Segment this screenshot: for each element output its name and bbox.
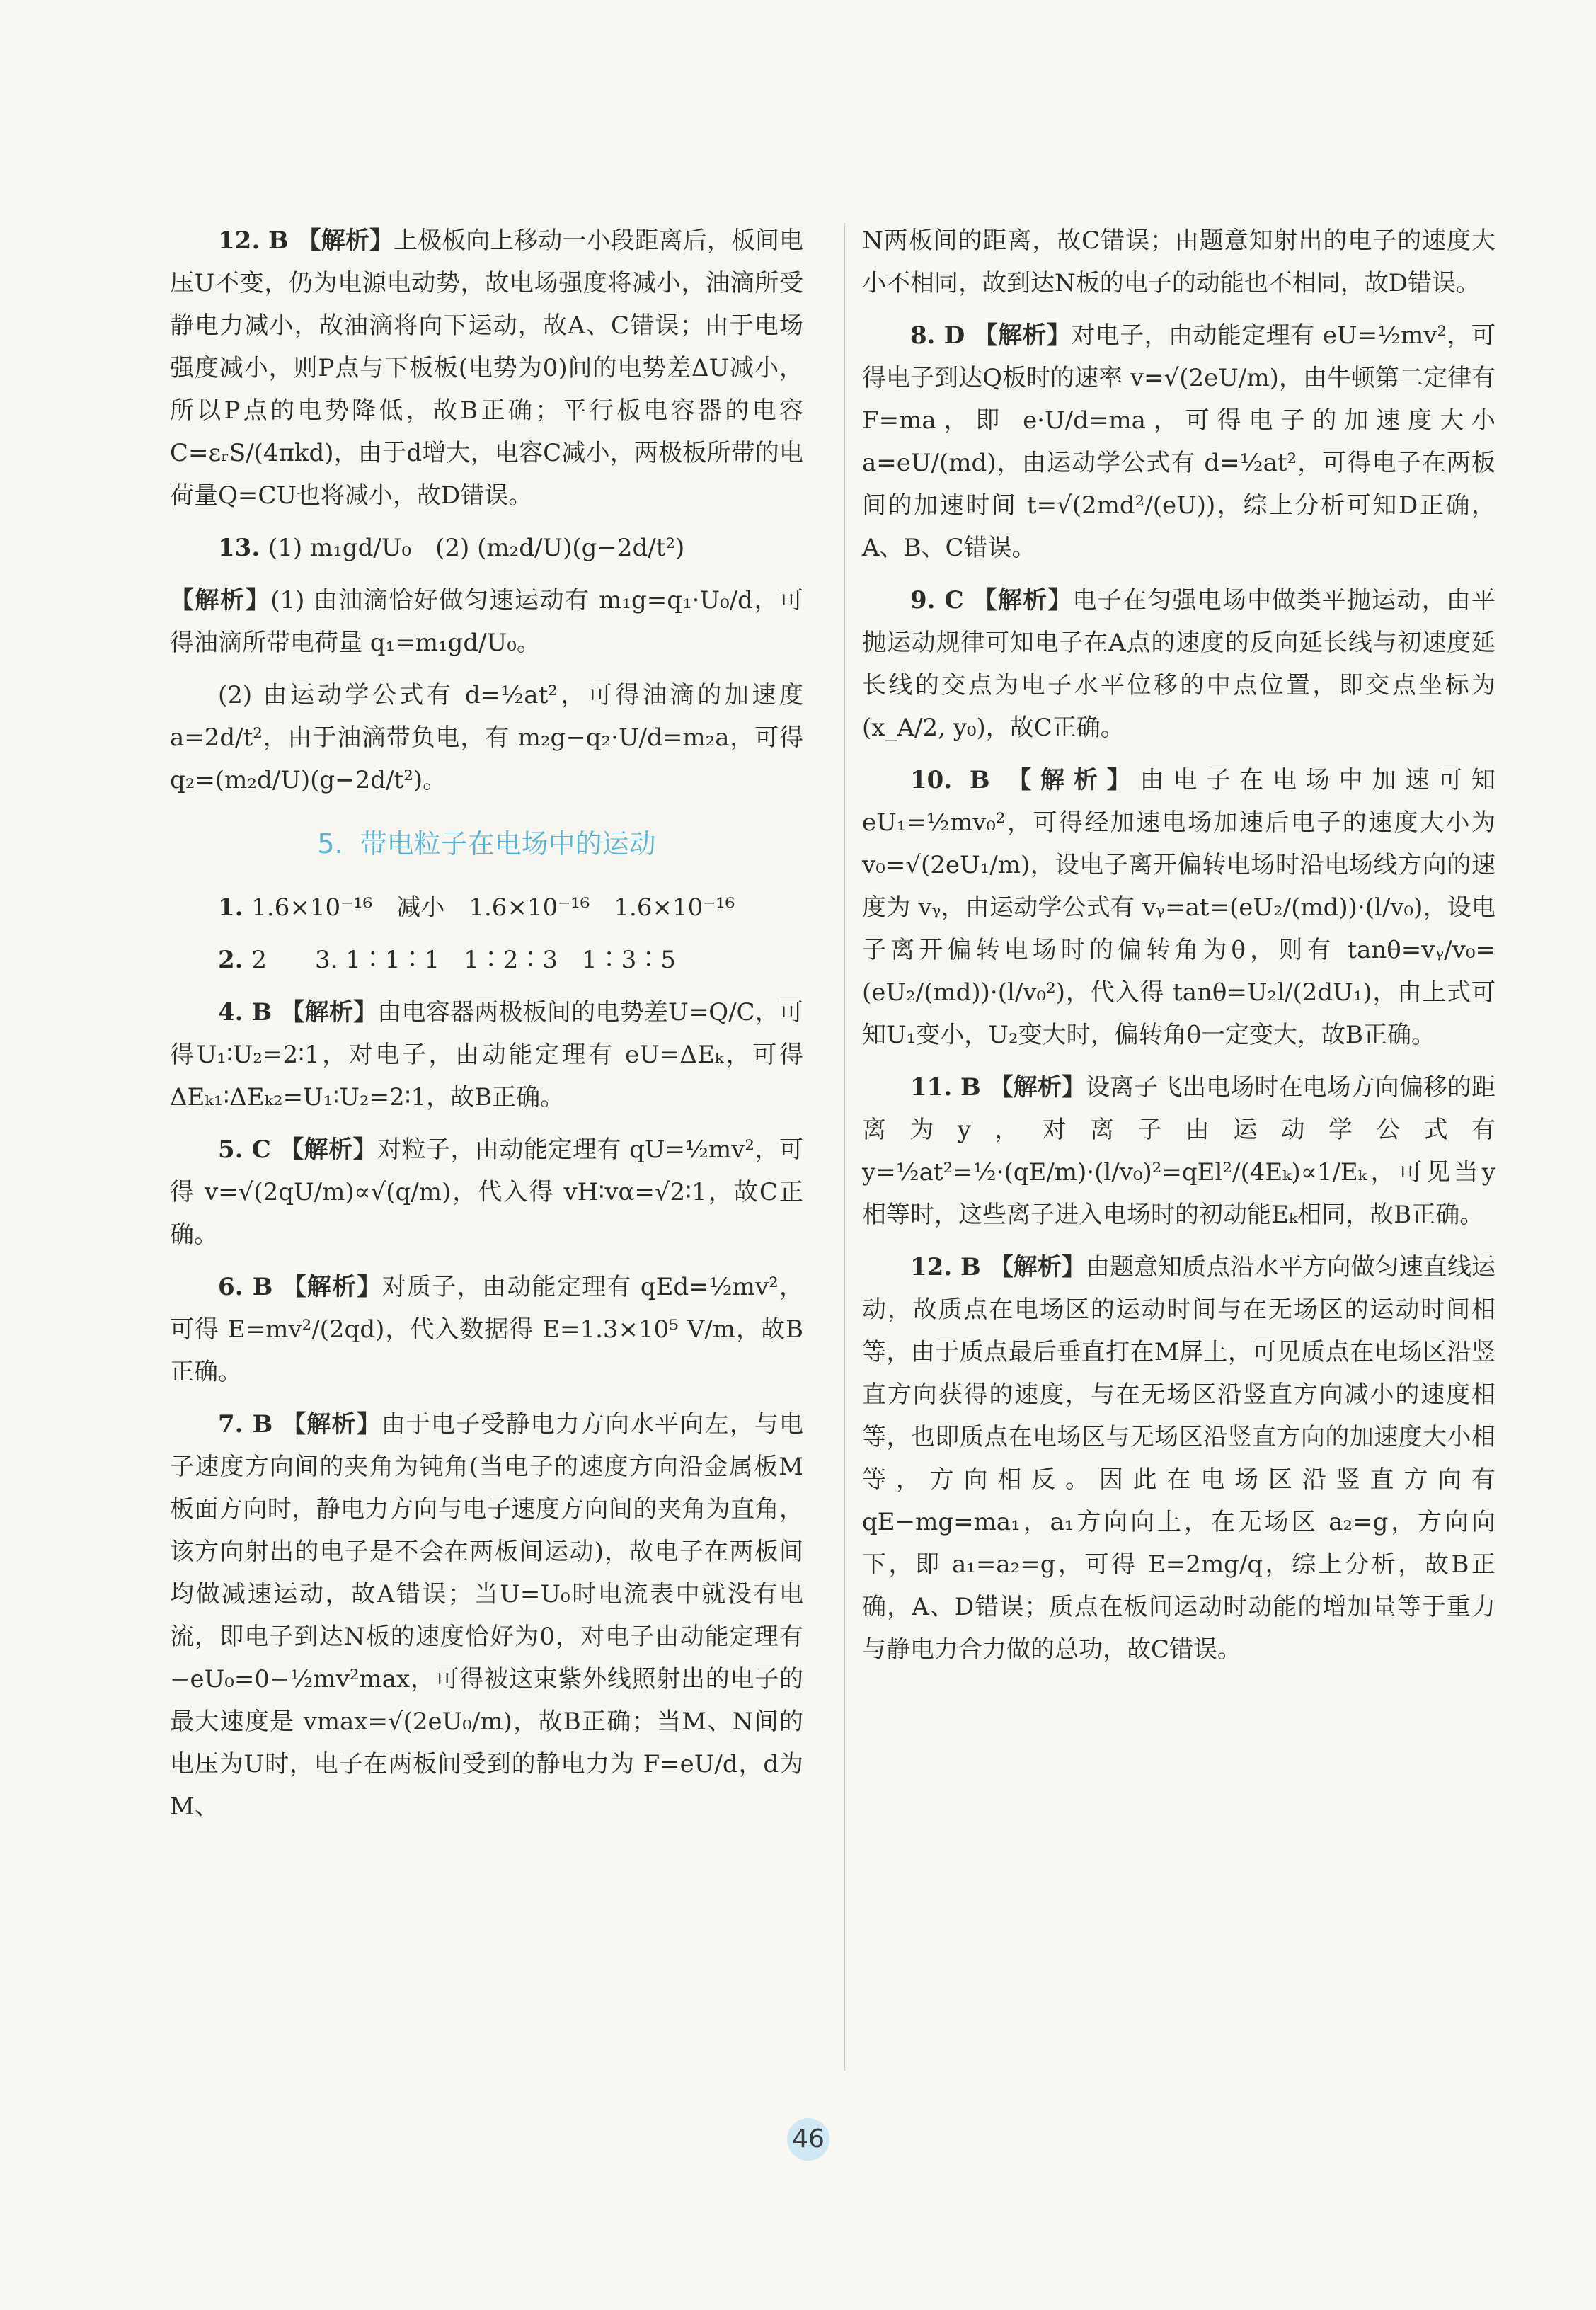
answer-paragraph bbox=[170, 1403, 803, 1828]
column-divider bbox=[844, 223, 845, 2071]
item-number: 7. B bbox=[218, 1410, 282, 1439]
paragraph-text: 由电容器两极板间的电势差U=Q/C，可得U₁∶U₂=2∶1，对电子，由动能定理有 eU=ΔEₖ，可得 ΔEₖ₁∶ΔEₖ₂=U₁∶U₂=2∶1，故B正确。 bbox=[170, 998, 803, 1111]
item-number: 2. bbox=[218, 946, 252, 974]
item-number: 9. C bbox=[910, 586, 973, 614]
paragraph-text: 对质子，由动能定理有 qEd=½mv²，可得 E=mv²/(2qd)，代入数据得 E=1.3×10⁵ V/m，故B正确。 bbox=[170, 1273, 803, 1386]
item-number: 12. B bbox=[910, 1253, 989, 1281]
paragraph-text: (1) 由油滴恰好做匀速运动有 m₁g=q₁·U₀/d，可得油滴所带电荷量 q₁=m₁gd/U₀。 bbox=[170, 586, 803, 657]
analysis-tag: 【解析】 bbox=[972, 586, 1073, 614]
paragraph-text: 电子在匀强电场中做类平抛运动，由平抛运动规律可知电子在A点的速度的反向延长线与初速度延长线的交点为电子水平位移的中点位置，即交点坐标为(x_A/2, y₀)，故C正确。 bbox=[862, 586, 1496, 742]
analysis-tag: 【解析】 bbox=[282, 1410, 381, 1439]
item-number: 8. D bbox=[910, 321, 974, 350]
answer-paragraph bbox=[170, 527, 803, 569]
left-paragraphs bbox=[170, 219, 803, 801]
analysis-tag: 【解析】 bbox=[1007, 766, 1140, 794]
item-number: 10. B bbox=[910, 766, 1008, 794]
item-number: 12. B bbox=[218, 227, 297, 255]
paragraph-text: N两板间的距离，故C错误；由题意知射出的电子的速度大小不相同，故到达N板的电子的动能也不相同，故D错误。 bbox=[862, 227, 1495, 297]
paragraph-text: (1) m₁gd/U₀ (2) (m₂d/U)(g−2d/t²) bbox=[268, 534, 685, 562]
analysis-tag: 【解析】 bbox=[170, 586, 271, 614]
answer-paragraph bbox=[862, 1246, 1495, 1671]
item-number: 11. B bbox=[910, 1073, 989, 1102]
analysis-tag: 【解析】 bbox=[282, 1273, 382, 1301]
analysis-tag: 【解析】 bbox=[297, 227, 394, 255]
analysis-tag: 【解析】 bbox=[989, 1073, 1086, 1102]
answer-paragraph bbox=[862, 314, 1495, 569]
paragraph-text: 对电子，由动能定理有 eU=½mv²，可得电子到达Q板时的速率 v=√(2eU/m)，由牛顿第二定律有 F=ma，即 e·U/d=ma，可得电子的加速度大小 a=eU/(md)，由运动学公式有 d=½at²，可得电子在两板间的加速时间 t=√(2md²/(eU))，综上分析可知D正确，A、B、C错误。 bbox=[862, 321, 1496, 562]
paragraph-text: 上极板向上移动一小段距离后，板间电压U不变，仍为电源电动势，故电场强度将减小，油滴所受静电力减小，故油滴将向下运动，故A、C错误；由于电场强度减小，则P点与下板板(电势为0)间的电势差ΔU减小，所以P点的电势降低，故B正确；平行板电容器的电容C=εᵣS/(4πkd)，由于d增大，电容C减小，两极板所带的电荷量Q=CU也将减小，故D错误。 bbox=[170, 227, 804, 510]
paragraph-text: 对粒子，由动能定理有 qU=½mv²，可得 v=√(2qU/m)∝√(q/m)，代入得 vH∶vα=√2∶1，故C正确。 bbox=[170, 1136, 804, 1249]
answer-paragraph bbox=[170, 886, 803, 929]
paragraph-text: 设离子飞出电场时在电场方向偏移的距离为y，对离子由运动学公式有 y=½at²=½·(qE/m)·(l/v₀)²=qEl²/(4Eₖ)∝1/Eₖ，可见当y相等时，这些离子进入电场时的初动能Eₖ相同，故B正确。 bbox=[862, 1073, 1496, 1229]
answer-paragraph bbox=[862, 219, 1495, 304]
analysis-tag: 【解析】 bbox=[280, 998, 378, 1027]
answer-paragraph bbox=[170, 1266, 803, 1393]
answer-paragraph bbox=[862, 1066, 1495, 1236]
answer-paragraph bbox=[862, 759, 1495, 1056]
left-column bbox=[170, 219, 803, 1838]
analysis-tag: 【解析】 bbox=[280, 1136, 378, 1164]
answer-paragraph bbox=[170, 939, 803, 981]
paragraph-text: 由题意知质点沿水平方向做匀速直线运动，故质点在电场区的运动时间与在无场区的运动时间相等，由于质点最后垂直打在M屏上，可见质点在电场区沿竖直方向获得的速度，与在无场区沿竖直方向减小的速度相等，也即质点在电场区与无场区沿竖直方向的加速度大小相等，方向相反。因此在电场区沿竖直方向有 qE−mg=ma₁，a₁方向向上，在无场区 a₂=g，方向向下，即 a₁=a₂=g，可得 E=2mg/q，综上分析，故B正确，A、D错误；质点在板间运动时动能的增加量等于重力与静电力合力做的总功，故C错误。 bbox=[862, 1253, 1496, 1664]
section-title: 带电粒子在电场中的运动 bbox=[360, 828, 656, 859]
item-number: 4. B bbox=[218, 998, 281, 1027]
section-number: 5. bbox=[317, 828, 343, 859]
item-number: 13. bbox=[218, 534, 268, 562]
answer-paragraph bbox=[170, 674, 803, 801]
answer-paragraph bbox=[170, 991, 803, 1119]
page-number: 46 bbox=[787, 2118, 829, 2161]
paragraph-text: 由于电子受静电力方向水平向左，与电子速度方向间的夹角为钝角(当电子的速度方向沿金属板M板面方向时，静电力方向与电子速度方向间的夹角为直角，该方向射出的电子是不会在两板间运动)，故电子在两板间均做减速运动，故A错误；当U=U₀时电流表中就没有电流，即电子到达N板的速度恰好为0，对电子由动能定理有 −eU₀=0−½mv²max，可得被这束紫外线照射出的电子的最大速度是 vmax=√(2eU₀/m)，故B正确；当M、N间的电压为U时，电子在两板间受到的静电力为 F=eU/d，d为M、 bbox=[170, 1410, 803, 1821]
item-number: 5. C bbox=[218, 1136, 280, 1164]
analysis-tag: 【解析】 bbox=[989, 1253, 1086, 1281]
right-column bbox=[862, 219, 1495, 1681]
answer-paragraph bbox=[170, 1128, 803, 1256]
section-heading bbox=[170, 823, 803, 865]
paragraph-text: (2) 由运动学公式有 d=½at²，可得油滴的加速度 a=2d/t²，由于油滴带负电，有 m₂g−q₂·U/d=m₂a，可得 q₂=(m₂d/U)(g−2d/t²)。 bbox=[170, 681, 803, 794]
item-number: 6. B bbox=[218, 1273, 282, 1301]
left-paragraphs-continued bbox=[170, 886, 803, 1828]
paragraph-text: 1.6×10⁻¹⁶ 减小 1.6×10⁻¹⁶ 1.6×10⁻¹⁶ bbox=[251, 893, 735, 922]
answer-paragraph bbox=[862, 579, 1495, 749]
answer-paragraph bbox=[170, 219, 803, 517]
paragraph-text: 2 3. 1∶1∶1 1∶2∶3 1∶3∶5 bbox=[251, 946, 676, 974]
paragraph-text: 由电子在电场中加速可知 eU₁=½mv₀²，可得经加速电场加速后电子的速度大小为 v₀=√(2eU₁/m)，设电子离开偏转电场时沿电场线方向的速度为 vᵧ，由运动学公式有 vᵧ=at=(eU₂/(md))·(l/v₀)，设电子离开偏转电场时的偏转角为θ，则有 tanθ=vᵧ/v₀=(eU₂/(md))·(l/v₀²)，代入得 tanθ=U₂l/(2dU₁)，由上式可知U₁变小，U₂变大时，偏转角θ一定变大，故B正确。 bbox=[862, 766, 1496, 1049]
answer-paragraph bbox=[170, 579, 803, 664]
analysis-tag: 【解析】 bbox=[973, 321, 1072, 350]
item-number: 1. bbox=[218, 893, 252, 922]
